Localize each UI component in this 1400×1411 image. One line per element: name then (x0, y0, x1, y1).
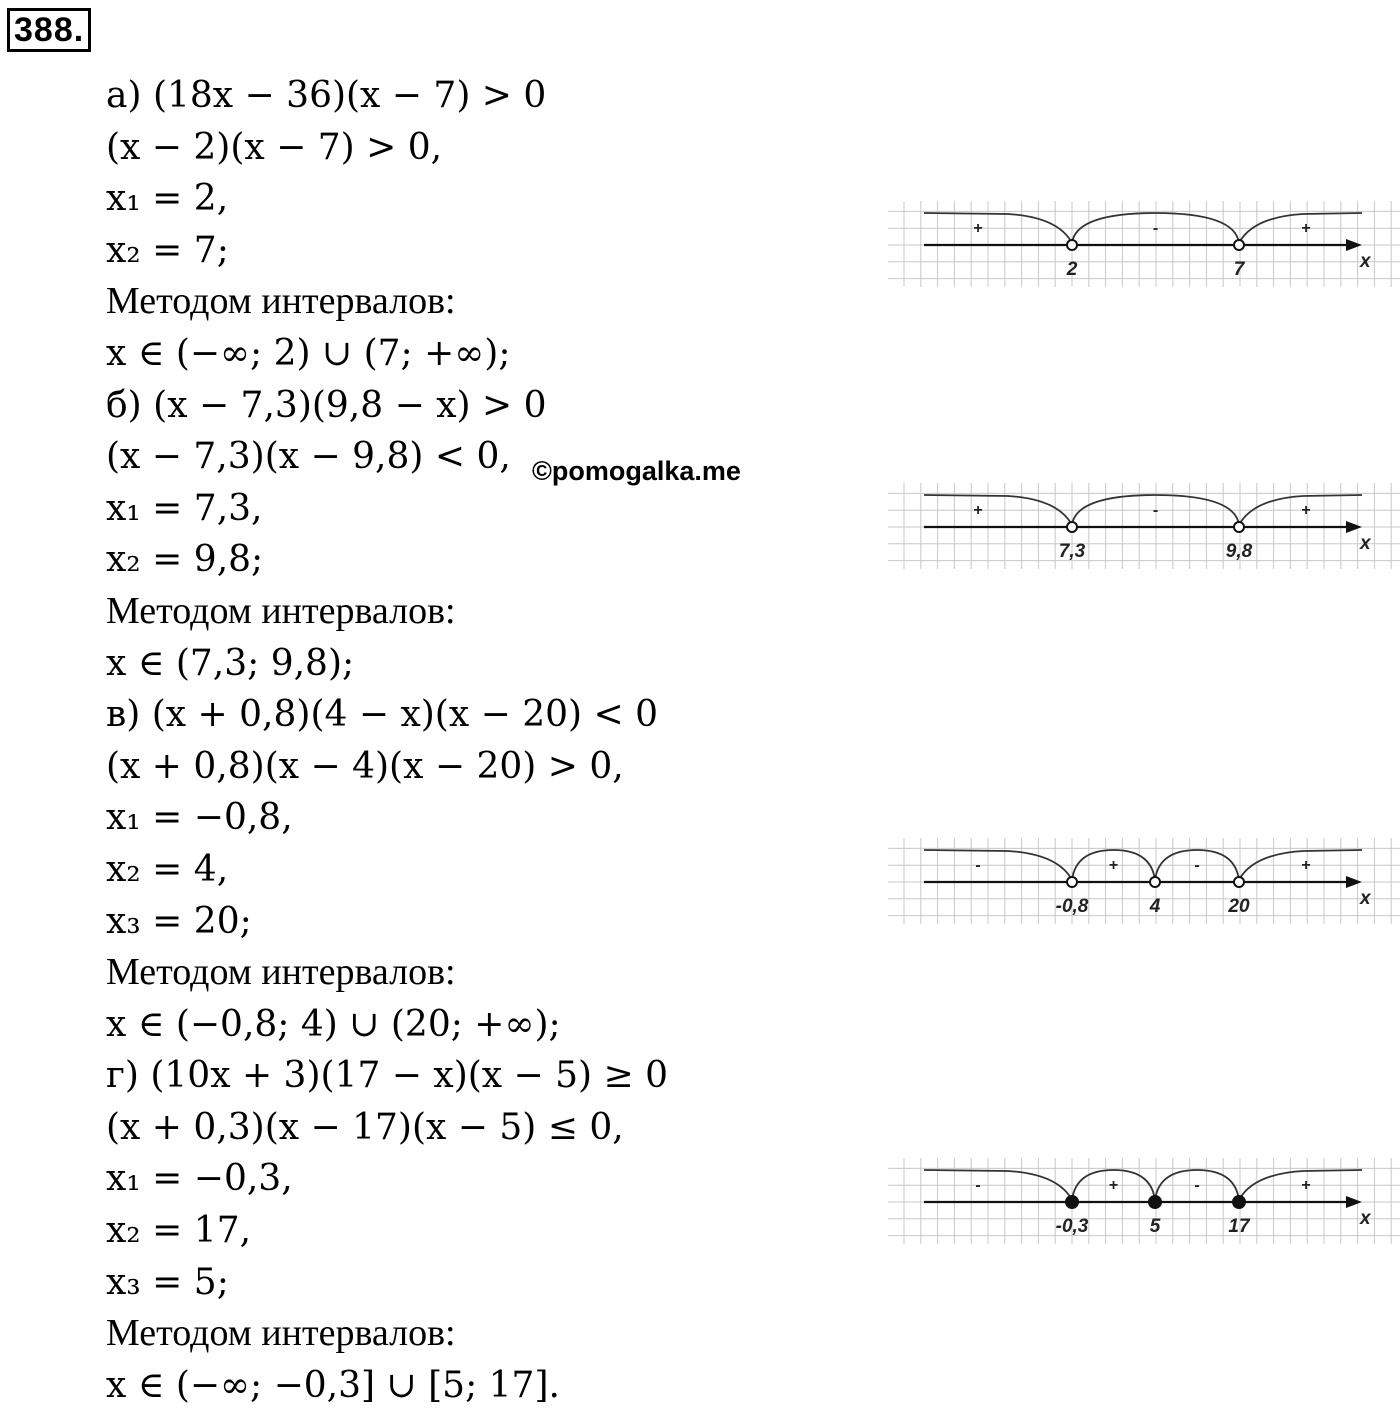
number-line-svg (888, 195, 1400, 295)
sign-label: - (975, 1177, 981, 1194)
interval-diagram-c (888, 832, 1400, 932)
axis-arrow (1346, 521, 1362, 533)
filled-point (1149, 1196, 1161, 1208)
hollow-point (1234, 240, 1244, 250)
line-c-root-3: x₃ = 20; (106, 900, 252, 942)
line-d-condition: г) (10x + 3)(17 − x)(x − 5) ≥ 0 (106, 1055, 669, 1097)
interval-diagram-d (888, 1152, 1400, 1252)
line-a-answer: x ∈ (−∞; 2) ∪ (7; +∞); (106, 332, 511, 374)
interval-diagram-b (888, 477, 1400, 577)
line-d-root-1: x₁ = −0,3, (106, 1158, 293, 1200)
sign-label: - (1194, 1177, 1200, 1194)
line-b-method: Методом интервалов: (106, 589, 456, 632)
line-b-answer: x ∈ (7,3; 9,8); (106, 642, 355, 684)
axis-arrow (1346, 1196, 1362, 1208)
sign-label: + (1301, 220, 1311, 237)
point-label: 7 (1233, 259, 1245, 280)
sign-label: - (1152, 220, 1159, 237)
point-label: -0,8 (1055, 896, 1089, 917)
line-c-condition: в) (x + 0,8)(4 − x)(x − 20) < 0 (106, 694, 659, 736)
point-label: 17 (1228, 1216, 1250, 1237)
axis-label: x (1360, 533, 1371, 554)
hollow-point (1067, 522, 1077, 532)
line-b-root-2: x₂ = 9,8; (106, 539, 264, 581)
line-a-condition: а) (18x − 36)(x − 7) > 0 (106, 75, 547, 116)
interval-diagram-a (888, 195, 1400, 295)
sign-label: + (1108, 857, 1119, 874)
filled-point (1066, 1196, 1078, 1208)
number-line-svg (888, 832, 1400, 932)
solution-text (106, 70, 866, 1411)
axis-label: x (1360, 251, 1371, 272)
sign-label: - (1194, 857, 1200, 874)
sign-label: - (975, 857, 981, 874)
point-label: 7,3 (1058, 541, 1086, 562)
line-d-transformed: (x + 0,3)(x − 17)(x − 5) ≤ 0, (106, 1106, 624, 1148)
line-a-transformed: (x − 2)(x − 7) > 0, (106, 126, 443, 168)
hollow-point (1234, 877, 1244, 887)
number-line-svg (888, 477, 1400, 577)
line-a-root-2: x₂ = 7; (106, 229, 229, 271)
sign-label: - (1152, 502, 1159, 519)
sign-label: + (1301, 1177, 1311, 1194)
line-d-method: Методом интервалов: (106, 1312, 456, 1355)
sign-label: + (973, 502, 983, 519)
line-d-answer: x ∈ (−∞; −0,3] ∪ [5; 17]. (106, 1364, 560, 1406)
watermark: ©pomogalka.me (532, 456, 741, 486)
filled-point (1233, 1196, 1245, 1208)
line-c-method: Методом интервалов: (106, 951, 456, 994)
point-label: 4 (1149, 896, 1161, 917)
line-d-root-2: x₂ = 17, (106, 1210, 252, 1252)
line-b-root-1: x₁ = 7,3, (106, 487, 263, 529)
axis-label: x (1360, 1208, 1371, 1229)
hollow-point (1067, 240, 1077, 250)
line-c-root-2: x₂ = 4, (106, 848, 229, 890)
line-c-answer: x ∈ (−0,8; 4) ∪ (20; +∞); (106, 1003, 561, 1045)
point-label: -0,3 (1055, 1216, 1089, 1237)
axis-label: x (1360, 888, 1371, 909)
number-line-svg (888, 1152, 1400, 1252)
axis-arrow (1346, 239, 1362, 251)
point-label: 2 (1066, 259, 1078, 280)
sign-label: + (1108, 1177, 1119, 1194)
line-d-root-3: x₃ = 5; (106, 1261, 229, 1303)
point-label: 9,8 (1225, 541, 1253, 562)
hollow-point (1150, 877, 1160, 887)
sign-label: + (1301, 857, 1311, 874)
point-label: 20 (1228, 896, 1250, 917)
hollow-point (1234, 522, 1244, 532)
line-a-method: Методом интервалов: (106, 280, 456, 323)
line-a-root-1: x₁ = 2, (106, 178, 229, 220)
sign-label: + (973, 220, 983, 237)
point-label: 5 (1149, 1216, 1161, 1237)
line-b-transformed: (x − 7,3)(x − 9,8) < 0, (106, 436, 511, 478)
hollow-point (1067, 877, 1077, 887)
problem-number: 388. (7, 8, 91, 52)
line-c-root-1: x₁ = −0,8, (106, 797, 293, 839)
axis-arrow (1346, 876, 1362, 888)
line-b-condition: б) (x − 7,3)(9,8 − x) > 0 (106, 384, 547, 426)
sign-label: + (1301, 502, 1311, 519)
line-c-transformed: (x + 0,8)(x − 4)(x − 20) > 0, (106, 745, 624, 787)
